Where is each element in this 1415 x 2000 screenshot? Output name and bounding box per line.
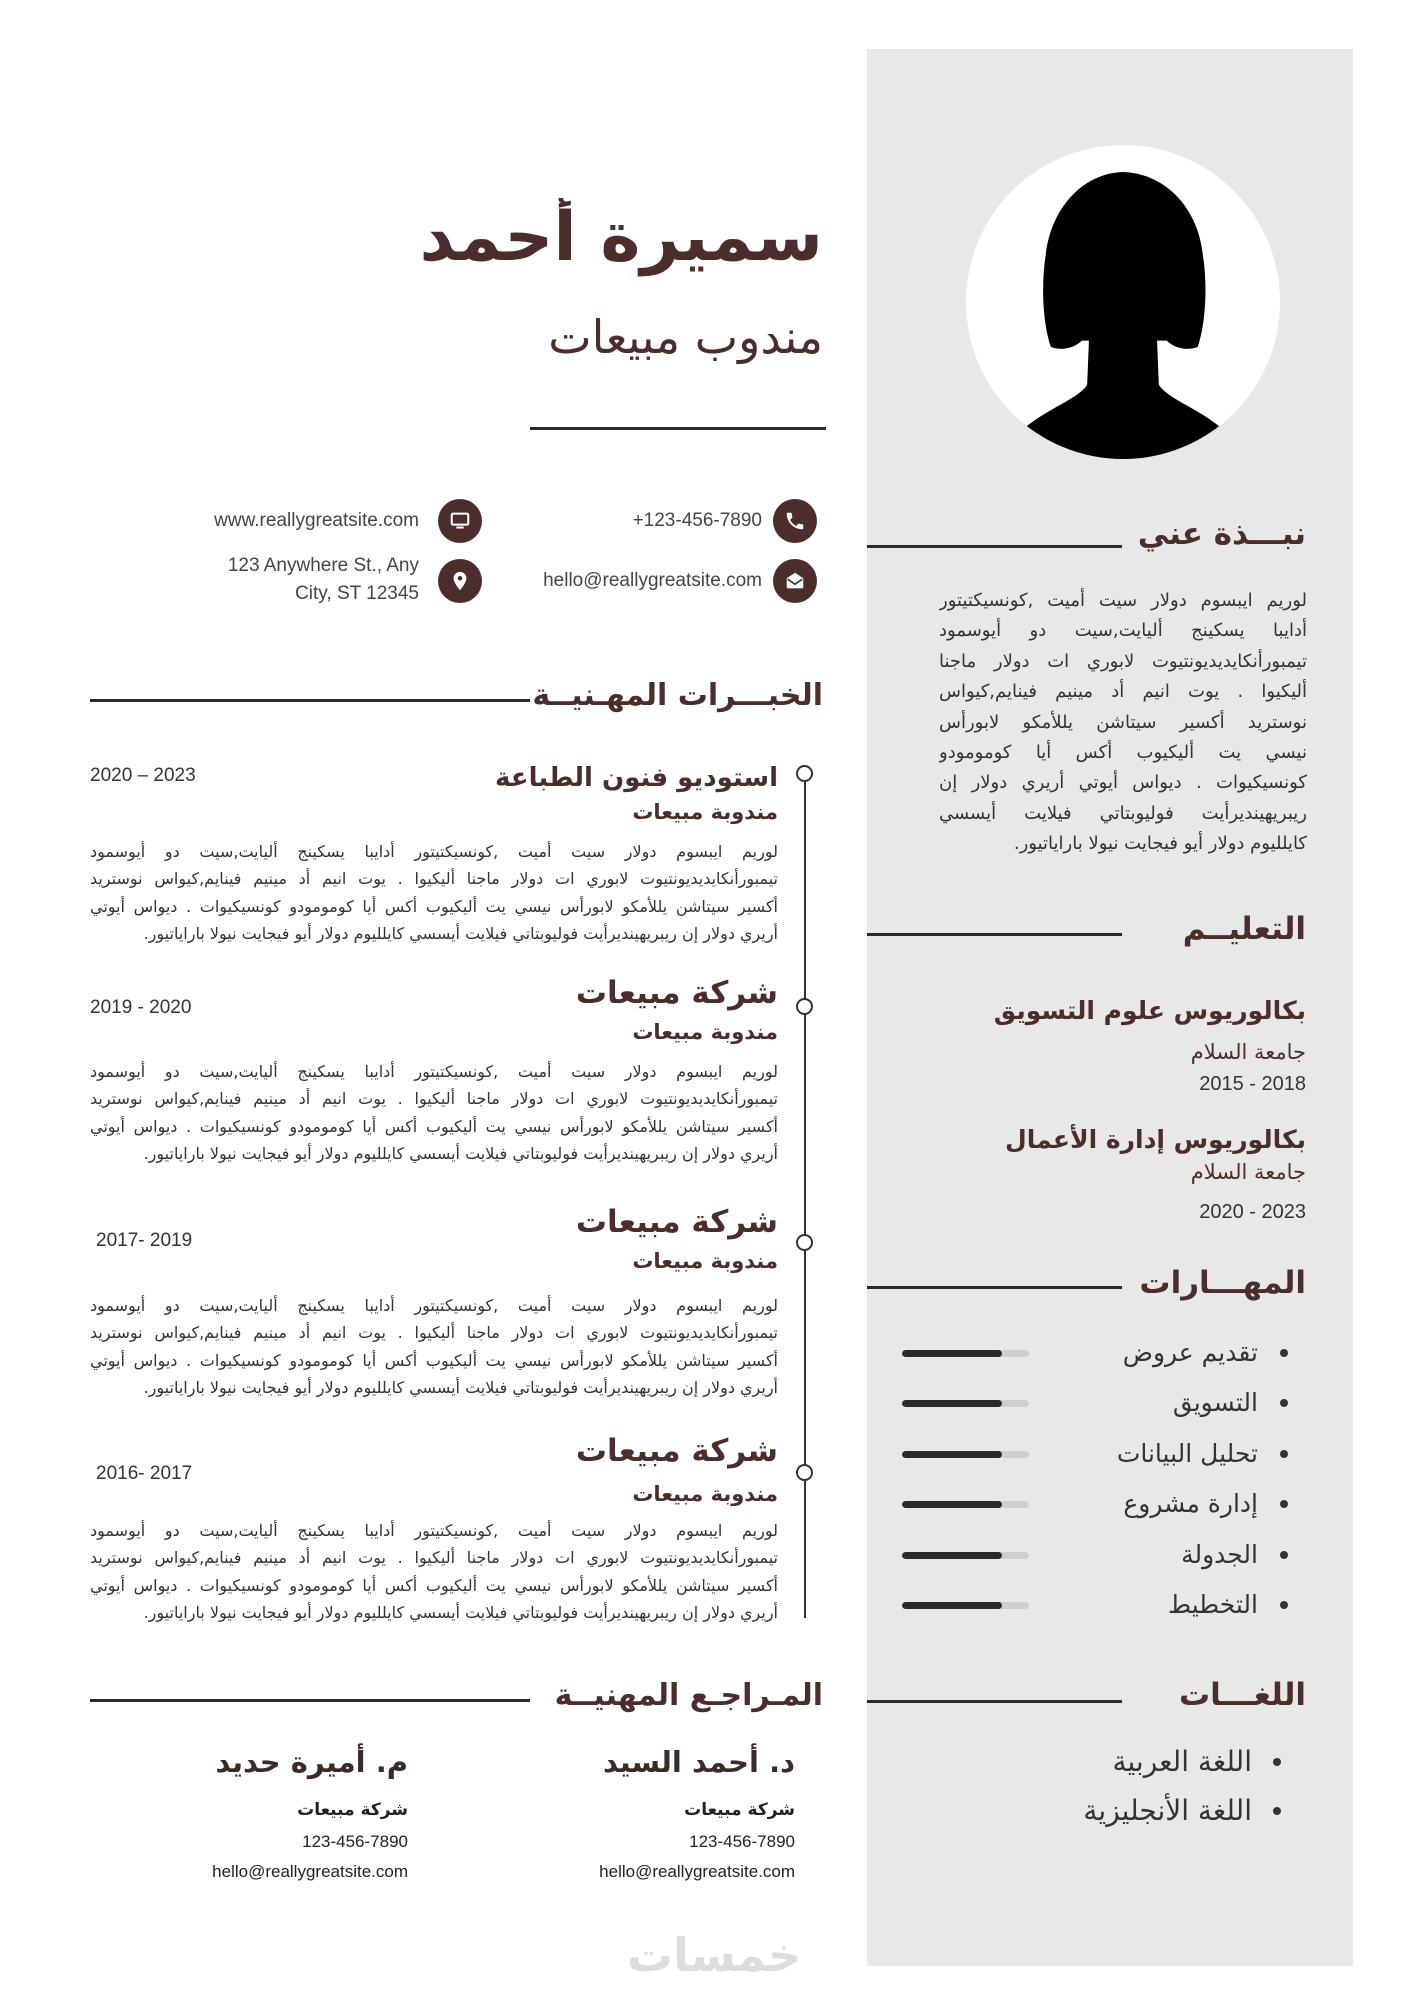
bullet-icon bbox=[1280, 1551, 1288, 1559]
job-title: مندوب مبيعات bbox=[548, 310, 823, 364]
skill-bar-fill bbox=[902, 1552, 1002, 1559]
about-line: كونسيكيوات . ديواس أيوتي أريري دولار إن bbox=[939, 772, 1307, 794]
skill-label: الجدولة bbox=[1181, 1540, 1258, 1569]
bullet-icon bbox=[1273, 1807, 1281, 1815]
reference-name: م. أميرة حديد bbox=[215, 1745, 408, 1779]
title-divider bbox=[530, 427, 826, 430]
education-degree: بكالوريوس علوم التسويق bbox=[993, 996, 1306, 1025]
skill-bar-fill bbox=[902, 1602, 1002, 1609]
experience-company: شركة مبيعات bbox=[575, 1433, 778, 1469]
about-line: ريبريهينديرأيت فوليوبتاتي فيلايت أيسسي bbox=[939, 802, 1307, 824]
experience-period: 2016- 2017 bbox=[96, 1463, 193, 1484]
bullet-icon bbox=[1280, 1601, 1288, 1609]
languages-heading: اللغـــات bbox=[1179, 1677, 1306, 1713]
description-line: تيمبورأنكايديديونتيوت لابوري ات دولار ماجنا أليكيوا . يوت انيم أد مينيم فينايم,كيواس نوستريد bbox=[90, 1548, 778, 1568]
languages-divider bbox=[867, 1700, 1122, 1703]
reference-name: د. أحمد السيد bbox=[602, 1745, 795, 1779]
about-line: كايلليوم دولار أيو فيجايت نيولا باراياتيور. bbox=[1013, 833, 1307, 855]
experience-company: شركة مبيعات bbox=[575, 975, 778, 1011]
about-line: أليكيوا . يوت انيم أد مينيم فينايم,كيواس bbox=[939, 681, 1307, 703]
experience-role: مندوبة مبيعات bbox=[632, 1249, 778, 1273]
timeline-dot bbox=[796, 765, 813, 782]
timeline-line bbox=[804, 774, 806, 1618]
education-school: جامعة السلام bbox=[1190, 1160, 1306, 1184]
reference-email: hello@reallygreatsite.com bbox=[599, 1862, 795, 1881]
timeline-dot bbox=[796, 1234, 813, 1251]
description-line: أكسير سيتاشن يللأمكو لابورأس نيسي يت أليكيوب أكس أيا كومومودو كونسيكيوات . ديواس أيوتي bbox=[90, 896, 778, 916]
about-line: تيمبورأنكايديديونتيوت لابوري ات دولار ماجنا bbox=[939, 650, 1307, 672]
references-heading: المـراجـع المهنيــة bbox=[554, 1678, 823, 1713]
description-line: تيمبورأنكايديديونتيوت لابوري ات دولار ماجنا أليكيوا . يوت انيم أد مينيم فينايم,كيواس نوستريد bbox=[90, 1323, 778, 1343]
references-divider bbox=[90, 1699, 530, 1702]
skill-label: إدارة مشروع bbox=[1123, 1489, 1258, 1518]
skill-bar-fill bbox=[902, 1400, 1002, 1407]
experience-role: مندوبة مبيعات bbox=[632, 1020, 778, 1044]
bullet-icon bbox=[1280, 1399, 1288, 1407]
description-line: تيمبورأنكايديديونتيوت لابوري ات دولار ماجنا أليكيوا . يوت انيم أد مينيم فينايم,كيواس نوستريد bbox=[90, 1089, 778, 1109]
description-line: لوريم ايبسوم دولار سيت أميت ,كونسيكتيتور أدايبا يسكينج أليايت,سيت دو أيوسمود bbox=[90, 842, 778, 861]
contact-address bbox=[119, 552, 419, 608]
address-line: 123 Anywhere St., Any bbox=[227, 555, 419, 576]
description-line: لوريم ايبسوم دولار سيت أميت ,كونسيكتيتور أدايبا يسكينج أليايت,سيت دو أيوسمود bbox=[90, 1296, 778, 1315]
person-name: سميرة أحمد bbox=[419, 198, 823, 277]
location-pin-icon bbox=[438, 559, 482, 603]
description-line: لوريم ايبسوم دولار سيت أميت ,كونسيكتيتور أدايبا يسكينج أليايت,سيت دو أيوسمود bbox=[90, 1521, 778, 1540]
description-line: أريري دولار إن ريبريهينديرأيت فوليوبتاتي فيلايت أيسسي كايلليوم دولار أيو فيجايت نيولا باراياتيور. bbox=[143, 1143, 778, 1163]
skill-bar bbox=[902, 1400, 1029, 1407]
skill-bar bbox=[902, 1451, 1029, 1458]
contact-website: www.reallygreatsite.com bbox=[214, 510, 419, 531]
experience-heading: الخبـــرات المهـنيــة bbox=[532, 678, 823, 713]
profile-photo bbox=[966, 145, 1280, 459]
experience-period: 2020 – 2023 bbox=[90, 765, 196, 786]
experience-description bbox=[90, 1292, 778, 1401]
experience-company: شركة مبيعات bbox=[575, 1204, 778, 1240]
bullet-icon bbox=[1280, 1500, 1288, 1508]
description-line: أكسير سيتاشن يللأمكو لابورأس نيسي يت أليكيوب أكس أيا كومومودو كونسيكيوات . ديواس أيوتي bbox=[90, 1350, 778, 1370]
skill-bar bbox=[902, 1350, 1029, 1357]
skills-heading: المهـــارات bbox=[1139, 1265, 1306, 1301]
about-line: أدايبا يسكينج أليايت,سيت دو أيوسمود bbox=[939, 620, 1307, 642]
experience-role: مندوبة مبيعات bbox=[632, 800, 778, 824]
contact-email: hello@reallygreatsite.com bbox=[543, 570, 762, 591]
about-line: نوستريد أكسير سيتاشن يللأمكو لابورأس bbox=[939, 711, 1307, 733]
skill-label: تحليل البيانات bbox=[1116, 1439, 1258, 1468]
description-line: أريري دولار إن ريبريهينديرأيت فوليوبتاتي فيلايت أيسسي كايلليوم دولار أيو فيجايت نيولا باراياتيور. bbox=[143, 1602, 778, 1622]
about-divider bbox=[867, 545, 1122, 548]
skill-bar-fill bbox=[902, 1451, 1002, 1458]
experience-description bbox=[90, 838, 778, 947]
description-line: أريري دولار إن ريبريهينديرأيت فوليوبتاتي فيلايت أيسسي كايلليوم دولار أيو فيجايت نيولا باراياتيور. bbox=[143, 1377, 778, 1397]
timeline-dot bbox=[796, 998, 813, 1015]
bullet-icon bbox=[1273, 1758, 1281, 1766]
education-divider bbox=[867, 933, 1122, 936]
timeline-dot bbox=[796, 1464, 813, 1481]
about-heading: نبـــذة عني bbox=[1137, 516, 1306, 552]
skill-bar bbox=[902, 1602, 1029, 1609]
experience-description bbox=[90, 1517, 778, 1626]
about-line: لوريم ايبسوم دولار سيت أميت ,كونسيكتيتور bbox=[939, 590, 1307, 611]
language-item: اللغة الأنجليزية bbox=[1083, 1794, 1252, 1827]
reference-company: شركة مبيعات bbox=[297, 1800, 408, 1820]
language-item: اللغة العربية bbox=[1112, 1745, 1252, 1778]
phone-icon bbox=[773, 499, 817, 543]
address-line: City, ST 12345 bbox=[295, 583, 419, 604]
skill-label: التسويق bbox=[1172, 1388, 1258, 1417]
skill-bar bbox=[902, 1501, 1029, 1508]
education-heading: التعليــم bbox=[1182, 911, 1306, 947]
experience-period: 2017- 2019 bbox=[96, 1230, 193, 1251]
watermark-logo: خمسات bbox=[626, 1928, 802, 1982]
about-text bbox=[939, 586, 1307, 860]
description-line: أكسير سيتاشن يللأمكو لابورأس نيسي يت أليكيوب أكس أيا كومومودو كونسيكيوات . ديواس أيوتي bbox=[90, 1116, 778, 1136]
envelope-icon bbox=[773, 559, 817, 603]
reference-phone: 123-456-7890 bbox=[302, 1832, 408, 1851]
monitor-icon bbox=[438, 499, 482, 543]
reference-company: شركة مبيعات bbox=[684, 1800, 795, 1820]
about-line: نيسي يت أليكيوب أكس أيا كومومودو bbox=[939, 741, 1307, 763]
reference-phone: 123-456-7890 bbox=[689, 1832, 795, 1851]
description-line: لوريم ايبسوم دولار سيت أميت ,كونسيكتيتور أدايبا يسكينج أليايت,سيت دو أيوسمود bbox=[90, 1062, 778, 1081]
description-line: أكسير سيتاشن يللأمكو لابورأس نيسي يت أليكيوب أكس أيا كومومودو كونسيكيوات . ديواس أيوتي bbox=[90, 1575, 778, 1595]
experience-divider bbox=[90, 699, 530, 702]
education-years: 2020 - 2023 bbox=[1199, 1201, 1306, 1223]
skill-bar-fill bbox=[902, 1350, 1002, 1357]
bullet-icon bbox=[1280, 1349, 1288, 1357]
experience-description bbox=[90, 1058, 778, 1167]
education-school: جامعة السلام bbox=[1190, 1040, 1306, 1064]
education-degree: بكالوريوس إدارة الأعمال bbox=[1005, 1125, 1306, 1154]
description-line: تيمبورأنكايديديونتيوت لابوري ات دولار ماجنا أليكيوا . يوت انيم أد مينيم فينايم,كيواس نوستريد bbox=[90, 869, 778, 889]
description-line: أريري دولار إن ريبريهينديرأيت فوليوبتاتي فيلايت أيسسي كايلليوم دولار أيو فيجايت نيولا باراياتيور. bbox=[143, 923, 778, 943]
experience-role: مندوبة مبيعات bbox=[632, 1482, 778, 1506]
contact-phone: +123-456-7890 bbox=[632, 510, 762, 531]
bullet-icon bbox=[1280, 1450, 1288, 1458]
skill-bar bbox=[902, 1552, 1029, 1559]
skill-bar-fill bbox=[902, 1501, 1002, 1508]
experience-period: 2019 - 2020 bbox=[90, 997, 192, 1018]
person-silhouette-icon bbox=[966, 145, 1280, 459]
skills-divider bbox=[867, 1286, 1122, 1289]
reference-email: hello@reallygreatsite.com bbox=[212, 1862, 408, 1881]
skill-label: تقديم عروض bbox=[1122, 1338, 1258, 1367]
skill-label: التخطيط bbox=[1167, 1590, 1258, 1619]
education-years: 2015 - 2018 bbox=[1199, 1073, 1306, 1095]
experience-company: استوديو فنون الطباعة bbox=[495, 763, 778, 793]
